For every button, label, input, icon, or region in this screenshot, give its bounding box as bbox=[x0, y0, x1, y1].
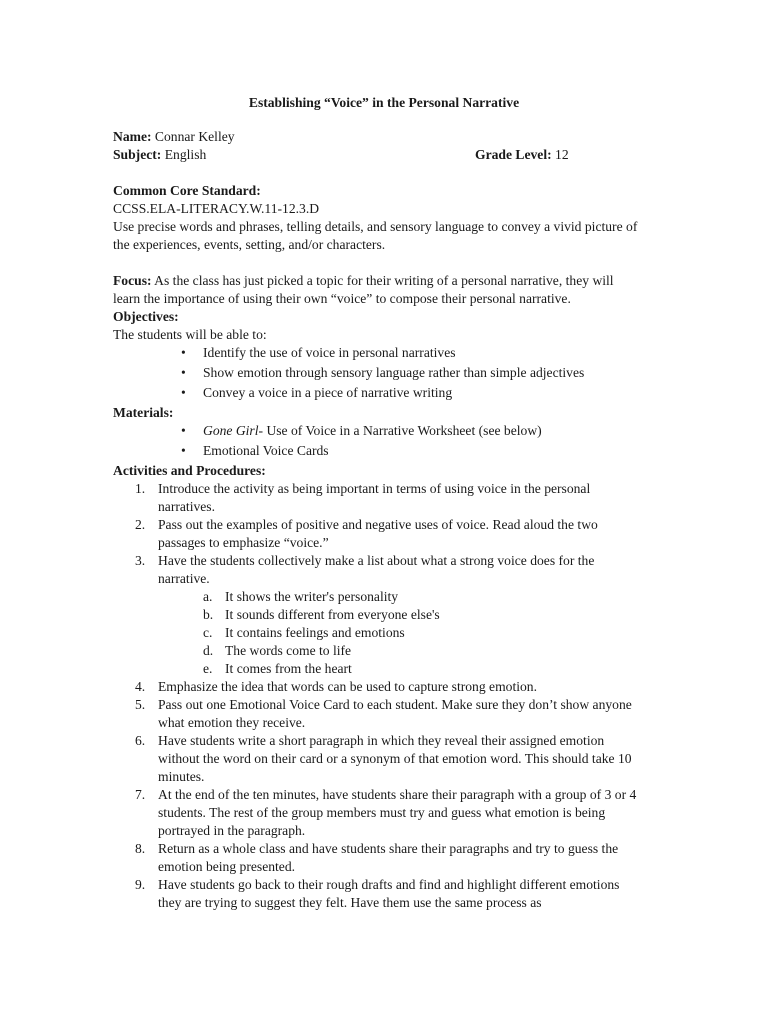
list-item: 4. Emphasize the idea that words can be used to capture strong emotion. bbox=[135, 679, 537, 694]
list-item: • Show emotion through sensory language rather than simple adjectives bbox=[181, 364, 643, 382]
subject-label: Subject: bbox=[113, 147, 162, 162]
grade-label: Grade Level: bbox=[475, 147, 552, 162]
activities-list bbox=[113, 480, 643, 912]
list-item: 5. Pass out one Emotional Voice Card to each student. Make sure they don’t show anyone what emotion they receive. bbox=[135, 697, 632, 730]
focus-label: Focus: bbox=[113, 273, 152, 288]
name-line bbox=[113, 128, 643, 146]
document-title: Establishing “Voice” in the Personal Narrative bbox=[248, 95, 520, 110]
list-item: 9. Have students go back to their rough drafts and find and highlight different emotions they are trying to suggest they felt. Have them use the same process as bbox=[135, 877, 620, 910]
standard-text: Use precise words and phrases, telling details, and sensory language to convey a vivid picture of the experiences, events, setting, and/or characters. bbox=[113, 219, 638, 252]
standard-code: CCSS.ELA-LITERACY.W.11-12.3.D bbox=[113, 201, 320, 216]
subject-value: English bbox=[164, 147, 207, 162]
materials-list bbox=[113, 422, 643, 460]
list-item: • Convey a voice in a piece of narrative writing bbox=[181, 384, 643, 402]
list-item: • Emotional Voice Cards bbox=[181, 442, 643, 460]
list-item: 1. Introduce the activity as being important in terms of using voice in the personal narratives. bbox=[135, 481, 591, 514]
list-item: a. It shows the writer's personality bbox=[203, 589, 399, 604]
lesson-plan-body bbox=[113, 128, 643, 912]
list-item: 2. Pass out the examples of positive and negative uses of voice. Read aloud the two passages to emphasize “voice.” bbox=[135, 517, 598, 550]
list-item: 3. Have the students collectively make a list about what a strong voice does for the narrative. a. It shows the writer's personality b. It sounds different from everyone else's c. It contains feelings and emotions d. The words come to life e. It comes from the heart bbox=[135, 552, 643, 678]
list-item: • Gone Girl- Use of Voice in a Narrative Worksheet (see below) bbox=[181, 422, 643, 440]
activities-heading: Activities and Procedures: bbox=[113, 463, 266, 478]
objectives-list bbox=[113, 344, 643, 402]
standard-heading: Common Core Standard: bbox=[113, 183, 261, 198]
objectives-heading: Objectives: bbox=[113, 309, 179, 324]
voice-qualities-list bbox=[158, 588, 643, 678]
grade-value: 12 bbox=[555, 147, 569, 162]
list-item: c. It contains feelings and emotions bbox=[203, 625, 405, 640]
list-item: 7. At the end of the ten minutes, have students share their paragraph with a group of 3 or 4 students. The rest of the group members must try and guess what emotion is being portrayed in the paragraph. bbox=[135, 787, 637, 838]
grade-level bbox=[475, 146, 569, 164]
list-item: e. It comes from the heart bbox=[203, 661, 352, 676]
objectives-intro: The students will be able to: bbox=[113, 327, 267, 342]
materials-heading: Materials: bbox=[113, 405, 174, 420]
list-item: 6. Have students write a short paragraph in which they reveal their assigned emotion without the word on their card or a synonym of that emotion word. This should take 10 minutes. bbox=[135, 733, 632, 784]
list-item: d. The words come to life bbox=[203, 643, 352, 658]
subject-line bbox=[113, 146, 643, 164]
focus-paragraph bbox=[113, 272, 643, 308]
list-item: • Identify the use of voice in personal narratives bbox=[181, 344, 643, 362]
list-item: b. It sounds different from everyone else's bbox=[203, 607, 440, 622]
focus-text: As the class has just picked a topic for their writing of a personal narrative, they will learn the importance of using their own “voice” to compose their personal narrative. bbox=[113, 273, 614, 306]
name-value: Connar Kelley bbox=[154, 129, 235, 144]
list-item: 8. Return as a whole class and have students share their paragraphs and try to guess the emotion being presented. bbox=[135, 841, 619, 874]
name-label: Name: bbox=[113, 129, 152, 144]
book-title: Gone Girl bbox=[203, 423, 259, 438]
